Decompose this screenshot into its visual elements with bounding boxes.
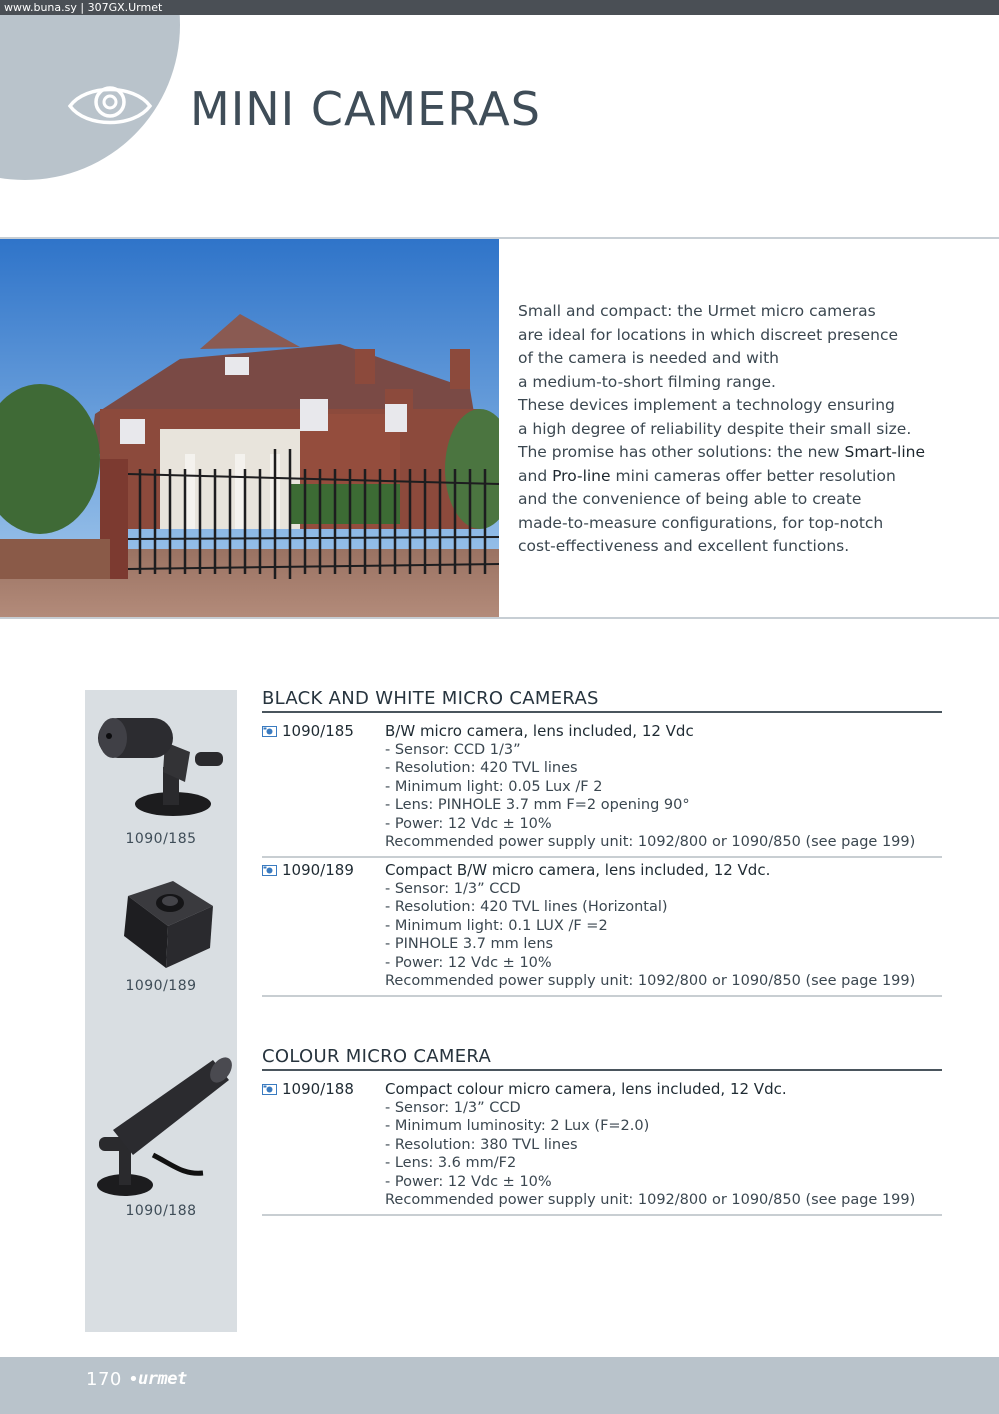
intro-line: a medium-to-short filming range. [518,372,776,391]
camera-1090-185-image [95,712,230,822]
intro-line: and [518,466,553,485]
spec-line: - Lens: PINHOLE 3.7 mm F=2 opening 90° [385,797,690,813]
page-number: 170 • [86,1369,140,1390]
product-code [262,861,354,879]
product-code-text: 1090/185 [282,722,354,740]
product-heading: Compact B/W micro camera, lens included, 12 Vdc. [385,861,771,879]
intro-line: of the camera is needed and with [518,349,780,367]
spec-line: - Power: 12 Vdc ± 10% [385,1173,552,1190]
pro-line-term: Pro-line [552,466,611,485]
spec-line: - Minimum luminosity: 2 Lux (F=2.0) [385,1118,650,1134]
intro-line: a high degree of reliability despite their small size. [518,419,912,438]
intro-line: mini cameras offer better resolution [610,466,896,485]
product-label: 1090/188 [125,1203,197,1219]
source-bar: www.buna.sy | 307GX.Urmet [0,0,999,15]
section-title-bw: BLACK AND WHITE MICRO CAMERAS [262,688,942,713]
product-label: 1090/189 [125,978,197,994]
divider [0,617,999,619]
intro-line: These devices implement a technology ensuring [518,396,895,414]
house-photo [0,239,499,617]
intro-line: and the convenience of being able to create [518,490,862,508]
product-entry [262,1080,942,1216]
product-code-text: 1090/189 [282,861,354,879]
product-code-text: 1090/188 [282,1080,354,1098]
intro-line: are ideal for locations in which discreet presence [518,325,899,344]
section-title-colour: COLOUR MICRO CAMERA [262,1046,942,1071]
product-entry [262,861,942,997]
spec-line: - Resolution: 380 TVL lines [385,1136,578,1153]
spec-line: - Minimum light: 0.05 Lux /F 2 [385,778,603,795]
spec-line: - Sensor: 1/3” CCD [385,1099,521,1116]
smart-line-term: Smart-line [844,443,925,461]
camera-1090-189-image [118,876,218,971]
spec-line: Recommended power supply unit: 1092/800 or 1090/850 (see page 199) [385,1192,916,1208]
brand-logo: urmet [138,1369,187,1389]
spec-line: - Power: 12 Vdc ± 10% [385,954,552,971]
spec-line: - Resolution: 420 TVL lines [385,760,578,776]
product-code [262,722,354,740]
product-description [385,1080,942,1210]
spec-line: - Minimum light: 0.1 LUX /F =2 [385,917,608,934]
spec-line: - Sensor: CCD 1/3” [385,741,521,758]
product-heading: B/W micro camera, lens included, 12 Vdc [385,722,694,740]
spec-line: - Resolution: 420 TVL lines (Horizontal) [385,899,668,915]
intro-line: Small and compact: the Urmet micro cameras [518,302,876,320]
camera-icon [262,1084,277,1095]
product-code [262,1080,354,1098]
product-heading: Compact colour micro camera, lens included, 12 Vdc. [385,1080,787,1098]
product-description [385,861,942,991]
eye-icon [66,78,154,134]
product-label: 1090/185 [125,831,197,847]
spec-line: - Lens: 3.6 mm/F2 [385,1155,517,1171]
intro-line: made-to-measure configurations, for top-notch [518,513,884,532]
spec-line: - PINHOLE 3.7 mm lens [385,936,554,952]
intro-line: The promise has other solutions: the new [518,443,845,461]
spec-line: - Sensor: 1/3” CCD [385,880,521,897]
camera-icon [262,726,277,737]
spec-line: Recommended power supply unit: 1092/800 or 1090/850 (see page 199) [385,834,916,850]
camera-1090-188-image [93,1055,233,1200]
product-description [385,722,942,852]
intro-line: cost-effectiveness and excellent functions. [518,537,850,555]
intro-text [518,300,938,559]
product-entry [262,722,942,858]
spec-line: - Power: 12 Vdc ± 10% [385,815,552,832]
spec-line: Recommended power supply unit: 1092/800 or 1090/850 (see page 199) [385,973,916,989]
camera-icon [262,865,277,876]
page-title: MINI CAMERAS [190,82,541,136]
